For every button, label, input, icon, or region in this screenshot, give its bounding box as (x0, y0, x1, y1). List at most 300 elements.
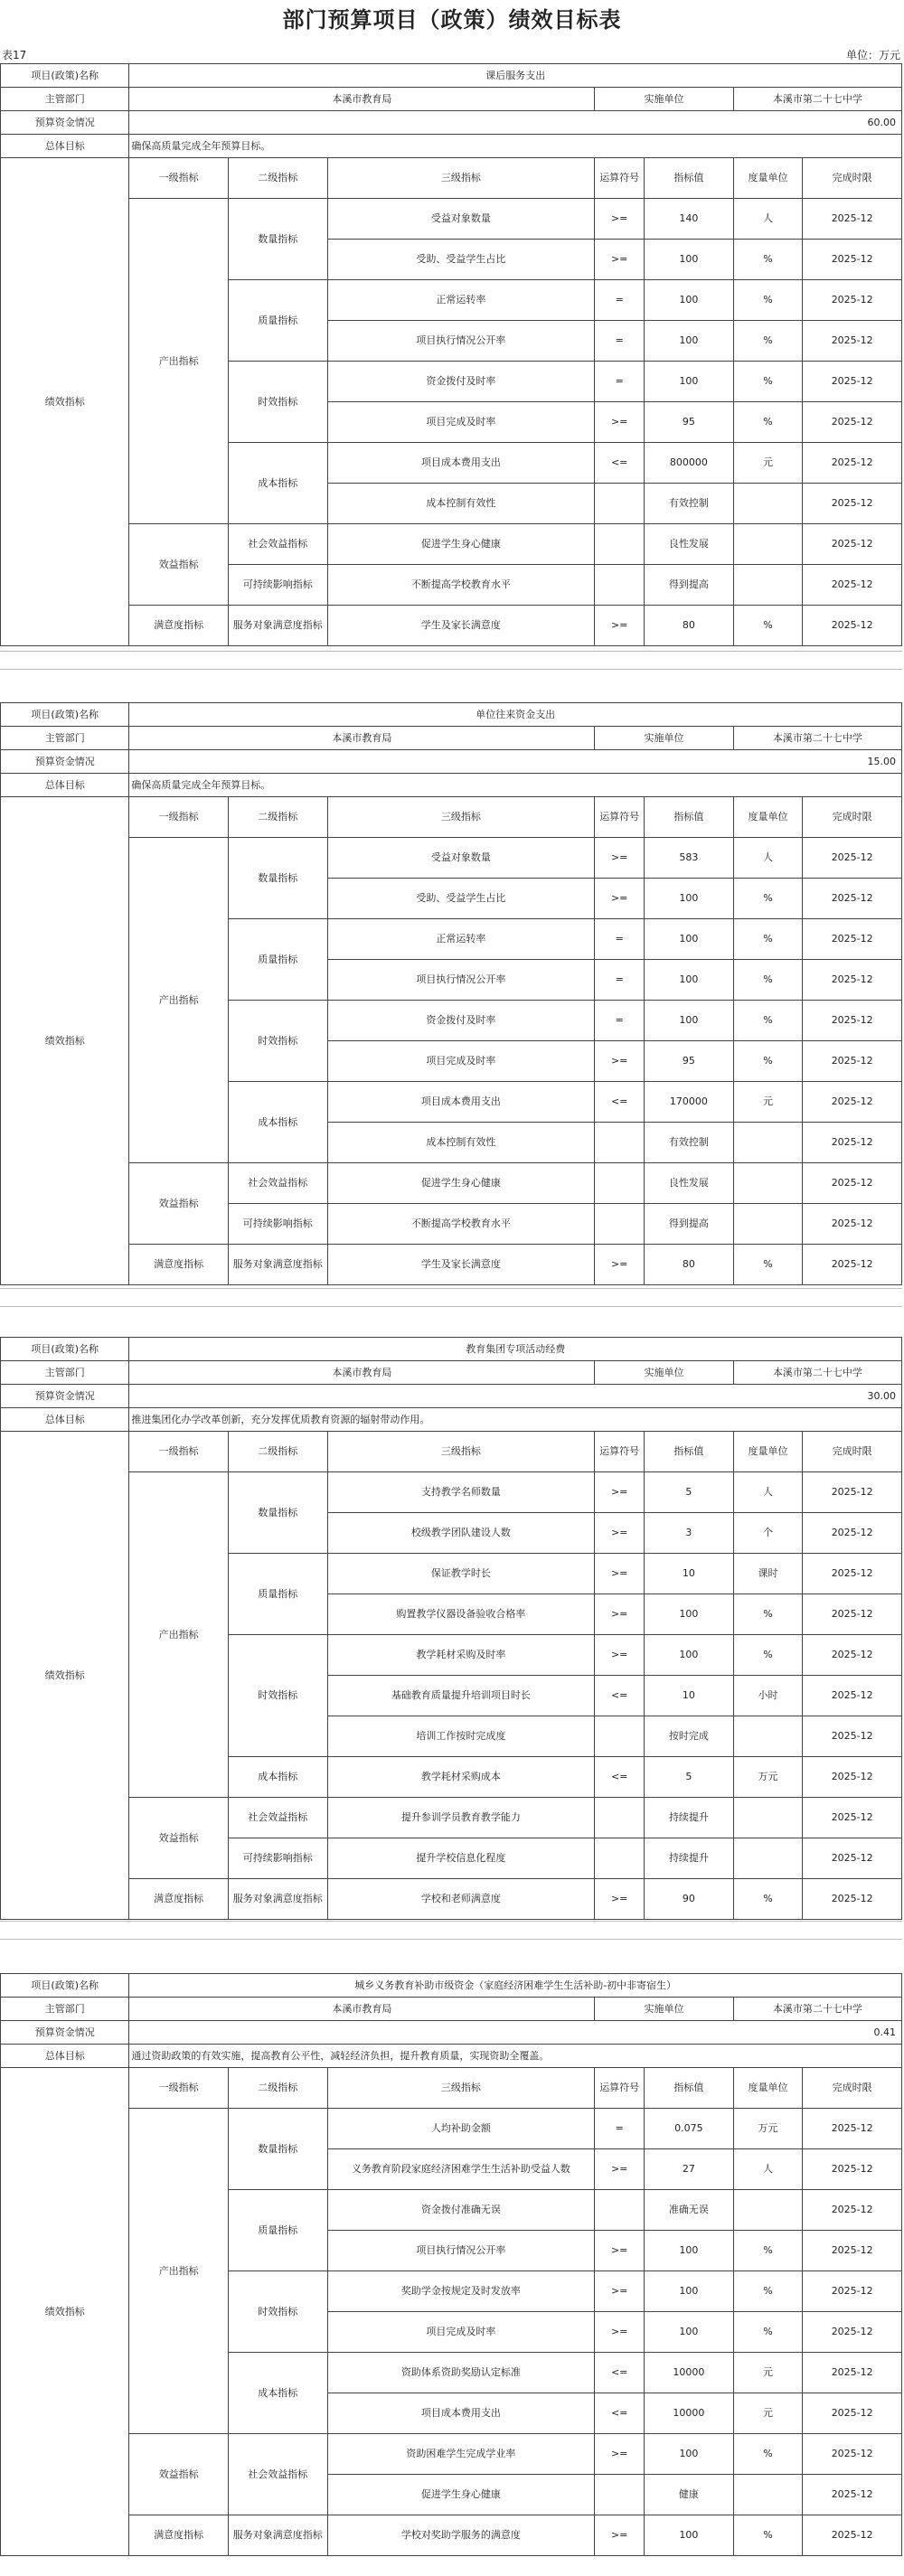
deadline: 2025-12 (803, 960, 902, 1001)
header-l3: 三级指标 (327, 2068, 595, 2109)
header-unit: 度量单位 (733, 2068, 803, 2109)
deadline: 2025-12 (803, 2353, 902, 2393)
operator: >= (595, 1635, 645, 1676)
operator: <= (595, 1757, 645, 1798)
dept-value: 本溪市教育局 (129, 1998, 595, 2021)
indicator-value: 100 (645, 2434, 734, 2475)
indicator-value: 0.075 (645, 2109, 734, 2149)
measure-unit: % (733, 321, 803, 362)
level3-indicator: 校级教学团队建设人数 (327, 1513, 595, 1554)
measure-unit: 人 (733, 1472, 803, 1513)
impl-value: 本溪市第二十七中学 (733, 1361, 901, 1385)
header-l2: 二级指标 (228, 797, 327, 838)
indicator-value: 5 (645, 1472, 734, 1513)
level2-indicator: 可持续影响指标 (228, 565, 327, 606)
operator: >= (595, 2434, 645, 2475)
indicator-value: 持续提升 (645, 1838, 734, 1879)
table-row (1, 2109, 902, 2149)
level1-indicator: 效益指标 (129, 524, 229, 606)
level3-indicator: 项目成本费用支出 (327, 2393, 595, 2434)
level3-indicator: 促进学生身心健康 (327, 524, 595, 565)
level3-indicator: 基础教育质量提升培训项目时长 (327, 1676, 595, 1716)
level2-indicator: 数量指标 (228, 199, 327, 280)
indicator-value: 90 (645, 1879, 734, 1920)
goal-label: 总体目标 (1, 2045, 129, 2068)
deadline: 2025-12 (803, 919, 902, 960)
level3-indicator: 受益对象数量 (327, 838, 595, 879)
deadline: 2025-12 (803, 443, 902, 484)
indicator-value: 持续提升 (645, 1798, 734, 1838)
operator: >= (595, 1041, 645, 1082)
indicator-value: 583 (645, 838, 734, 879)
level3-indicator: 学生及家长满意度 (327, 606, 595, 646)
level3-indicator: 不断提高学校教育水平 (327, 1204, 595, 1245)
deadline: 2025-12 (803, 565, 902, 606)
project-label: 项目(政策)名称 (1, 1338, 129, 1361)
level3-indicator: 提升参训学员教育教学能力 (327, 1798, 595, 1838)
header-l2: 二级指标 (228, 2068, 327, 2109)
header-l1: 一级指标 (129, 2068, 229, 2109)
operator (595, 565, 645, 606)
deadline: 2025-12 (803, 2475, 902, 2515)
level3-indicator: 促进学生身心健康 (327, 1163, 595, 1204)
dept-label: 主管部门 (1, 1998, 129, 2021)
project-section (0, 1973, 902, 2556)
measure-unit (733, 1123, 803, 1163)
dept-label: 主管部门 (1, 727, 129, 750)
deadline: 2025-12 (803, 484, 902, 524)
impl-value: 本溪市第二十七中学 (733, 1998, 901, 2021)
table-row (1, 1245, 902, 1285)
operator: >= (595, 1594, 645, 1635)
deadline: 2025-12 (803, 2312, 902, 2353)
dept-value: 本溪市教育局 (129, 1361, 595, 1385)
level3-indicator: 提升学校信息化程度 (327, 1838, 595, 1879)
measure-unit (733, 2190, 803, 2231)
operator: >= (595, 1245, 645, 1285)
header-l1: 一级指标 (129, 797, 229, 838)
level2-indicator: 可持续影响指标 (228, 1204, 327, 1245)
table-row (1, 1163, 902, 1204)
header-l3: 三级指标 (327, 797, 595, 838)
measure-unit: % (733, 240, 803, 280)
deadline: 2025-12 (803, 280, 902, 321)
funds-label: 预算资金情况 (1, 2021, 129, 2045)
operator: >= (595, 240, 645, 280)
indicator-value: 100 (645, 321, 734, 362)
header-l1: 一级指标 (129, 158, 229, 199)
indicator-value: 100 (645, 280, 734, 321)
measure-unit: 元 (733, 2353, 803, 2393)
header-l2: 二级指标 (228, 158, 327, 199)
measure-unit: 元 (733, 2393, 803, 2434)
project-name: 课后服务支出 (129, 64, 902, 88)
project-label: 项目(政策)名称 (1, 64, 129, 88)
indicator-value: 10000 (645, 2393, 734, 2434)
goal-label: 总体目标 (1, 1408, 129, 1432)
deadline: 2025-12 (803, 1163, 902, 1204)
project-section (0, 63, 902, 646)
deadline: 2025-12 (803, 199, 902, 240)
operator: >= (595, 199, 645, 240)
level3-indicator: 项目完成及时率 (327, 402, 595, 443)
dept-value: 本溪市教育局 (129, 727, 595, 750)
operator: <= (595, 443, 645, 484)
level2-indicator: 服务对象满意度指标 (228, 606, 327, 646)
operator: = (595, 919, 645, 960)
divider (0, 1939, 902, 1940)
level3-indicator: 项目成本费用支出 (327, 443, 595, 484)
operator (595, 2190, 645, 2231)
table-row (1, 524, 902, 565)
divider (0, 1306, 902, 1307)
level3-indicator: 项目完成及时率 (327, 1041, 595, 1082)
impl-value: 本溪市第二十七中学 (733, 727, 901, 750)
level3-indicator: 资金拨付准确无误 (327, 2190, 595, 2231)
impl-label: 实施单位 (595, 727, 733, 750)
table-row (1, 2434, 902, 2475)
unit-label: 单位：万元 (845, 49, 900, 61)
level3-indicator: 项目成本费用支出 (327, 1082, 595, 1123)
operator: >= (595, 402, 645, 443)
deadline: 2025-12 (803, 1676, 902, 1716)
level3-indicator: 资金拨付及时率 (327, 362, 595, 402)
level2-indicator: 成本指标 (228, 1082, 327, 1163)
operator (595, 1204, 645, 1245)
deadline: 2025-12 (803, 1204, 902, 1245)
dept-label: 主管部门 (1, 88, 129, 111)
dept-label: 主管部门 (1, 1361, 129, 1385)
header-value: 指标值 (645, 797, 734, 838)
indicator-value: 100 (645, 2231, 734, 2271)
deadline: 2025-12 (803, 1513, 902, 1554)
deadline: 2025-12 (803, 1635, 902, 1676)
indicator-value: 80 (645, 1245, 734, 1285)
measure-unit: % (733, 402, 803, 443)
level2-indicator: 时效指标 (228, 1001, 327, 1082)
header-l2: 二级指标 (228, 1432, 327, 1472)
table-row (1, 2515, 902, 2556)
deadline: 2025-12 (803, 1838, 902, 1879)
header-value: 指标值 (645, 1432, 734, 1472)
operator: >= (595, 1879, 645, 1920)
goal-label: 总体目标 (1, 774, 129, 797)
deadline: 2025-12 (803, 838, 902, 879)
operator: >= (595, 2515, 645, 2556)
funds-value: 0.41 (129, 2021, 902, 2045)
indicator-value: 10 (645, 1676, 734, 1716)
indicator-value: 得到提高 (645, 565, 734, 606)
indicator-value: 得到提高 (645, 1204, 734, 1245)
level3-indicator: 正常运转率 (327, 919, 595, 960)
deadline: 2025-12 (803, 2149, 902, 2190)
operator (595, 1163, 645, 1204)
deadline: 2025-12 (803, 2515, 902, 2556)
level2-indicator: 成本指标 (228, 2353, 327, 2434)
level3-indicator: 项目执行情况公开率 (327, 960, 595, 1001)
table-row (1, 838, 902, 879)
level2-indicator: 时效指标 (228, 1635, 327, 1757)
level1-indicator: 效益指标 (129, 1798, 229, 1879)
operator: = (595, 362, 645, 402)
level3-indicator: 保证教学时长 (327, 1554, 595, 1594)
level3-indicator: 人均补助金额 (327, 2109, 595, 2149)
level3-indicator: 培训工作按时完成度 (327, 1716, 595, 1757)
performance-table (0, 1973, 902, 2556)
operator: = (595, 321, 645, 362)
indicator-value: 140 (645, 199, 734, 240)
operator: <= (595, 1676, 645, 1716)
operator (595, 484, 645, 524)
level2-indicator: 质量指标 (228, 1554, 327, 1635)
measure-unit (733, 1798, 803, 1838)
measure-unit (733, 524, 803, 565)
measure-unit: % (733, 280, 803, 321)
performance-table (0, 702, 902, 1285)
deadline: 2025-12 (803, 2109, 902, 2149)
measure-unit: % (733, 1879, 803, 1920)
level3-indicator: 资助体系资助奖励认定标准 (327, 2353, 595, 2393)
indicator-value: 3 (645, 1513, 734, 1554)
indicator-value: 100 (645, 362, 734, 402)
level2-indicator: 社会效益指标 (228, 524, 327, 565)
measure-unit: % (733, 960, 803, 1001)
header-op: 运算符号 (595, 1432, 645, 1472)
indicator-value: 80 (645, 606, 734, 646)
header-op: 运算符号 (595, 797, 645, 838)
measure-unit: 元 (733, 443, 803, 484)
funds-label: 预算资金情况 (1, 1385, 129, 1408)
level3-indicator: 成本控制有效性 (327, 1123, 595, 1163)
impl-label: 实施单位 (595, 88, 733, 111)
operator (595, 1838, 645, 1879)
measure-unit (733, 1716, 803, 1757)
project-section (0, 702, 902, 1285)
performance-table (0, 63, 902, 646)
operator: >= (595, 2231, 645, 2271)
level1-indicator: 产出指标 (129, 1472, 229, 1798)
measure-unit: 课时 (733, 1554, 803, 1594)
indicator-value: 27 (645, 2149, 734, 2190)
indicator-value: 100 (645, 879, 734, 919)
divider (0, 651, 902, 652)
funds-label: 预算资金情况 (1, 750, 129, 774)
level1-indicator: 满意度指标 (129, 1879, 229, 1920)
level3-indicator: 学校和老师满意度 (327, 1879, 595, 1920)
operator: >= (595, 606, 645, 646)
level2-indicator: 服务对象满意度指标 (228, 2515, 327, 2556)
indicator-value: 100 (645, 2312, 734, 2353)
level3-indicator: 资助困难学生完成学业率 (327, 2434, 595, 2475)
goal-value: 推进集团化办学改革创新，充分发挥优质教育资源的辐射带动作用。 (129, 1408, 902, 1432)
deadline: 2025-12 (803, 879, 902, 919)
header-unit: 度量单位 (733, 158, 803, 199)
operator: >= (595, 879, 645, 919)
level3-indicator: 不断提高学校教育水平 (327, 565, 595, 606)
level2-indicator: 社会效益指标 (228, 1163, 327, 1204)
deadline: 2025-12 (803, 2393, 902, 2434)
header-unit: 度量单位 (733, 1432, 803, 1472)
measure-unit: 万元 (733, 2109, 803, 2149)
operator (595, 1716, 645, 1757)
measure-unit (733, 1163, 803, 1204)
indicator-value: 100 (645, 1635, 734, 1676)
goal-value: 确保高质量完成全年预算目标。 (129, 135, 902, 158)
table-row (1, 606, 902, 646)
indicator-value: 100 (645, 240, 734, 280)
level3-indicator: 项目执行情况公开率 (327, 2231, 595, 2271)
level3-indicator: 奖助学金按规定及时发放率 (327, 2271, 595, 2312)
header-time: 完成时限 (803, 797, 902, 838)
indicator-value: 有效控制 (645, 484, 734, 524)
funds-value: 15.00 (129, 750, 902, 774)
deadline: 2025-12 (803, 2231, 902, 2271)
header-l3: 三级指标 (327, 158, 595, 199)
measure-unit: % (733, 1594, 803, 1635)
deadline: 2025-12 (803, 362, 902, 402)
indicator-value: 健康 (645, 2475, 734, 2515)
perf-label: 绩效指标 (1, 158, 129, 646)
level2-indicator: 服务对象满意度指标 (228, 1245, 327, 1285)
level2-indicator: 可持续影响指标 (228, 1838, 327, 1879)
level3-indicator: 受助、受益学生占比 (327, 240, 595, 280)
deadline: 2025-12 (803, 1554, 902, 1594)
impl-label: 实施单位 (595, 1361, 733, 1385)
impl-label: 实施单位 (595, 1998, 733, 2021)
indicator-value: 10000 (645, 2353, 734, 2393)
header-time: 完成时限 (803, 2068, 902, 2109)
measure-unit: % (733, 879, 803, 919)
deadline: 2025-12 (803, 1245, 902, 1285)
goal-label: 总体目标 (1, 135, 129, 158)
project-name: 单位往来资金支出 (129, 703, 902, 727)
indicator-value: 100 (645, 960, 734, 1001)
level3-indicator: 项目执行情况公开率 (327, 321, 595, 362)
level2-indicator: 成本指标 (228, 443, 327, 524)
measure-unit: % (733, 919, 803, 960)
measure-unit: % (733, 606, 803, 646)
level1-indicator: 满意度指标 (129, 2515, 229, 2556)
measure-unit: 人 (733, 838, 803, 879)
header-time: 完成时限 (803, 158, 902, 199)
operator: >= (595, 838, 645, 879)
level2-indicator: 质量指标 (228, 919, 327, 1001)
level2-indicator: 社会效益指标 (228, 2434, 327, 2515)
measure-unit: % (733, 2515, 803, 2556)
deadline: 2025-12 (803, 1757, 902, 1798)
level2-indicator: 质量指标 (228, 280, 327, 362)
operator: >= (595, 1513, 645, 1554)
impl-value: 本溪市第二十七中学 (733, 88, 901, 111)
table-row (1, 1798, 902, 1838)
indicator-value: 95 (645, 1041, 734, 1082)
deadline: 2025-12 (803, 240, 902, 280)
operator: >= (595, 2149, 645, 2190)
indicator-value: 10 (645, 1554, 734, 1594)
level1-indicator: 效益指标 (129, 2434, 229, 2515)
funds-value: 60.00 (129, 111, 902, 135)
header-time: 完成时限 (803, 1432, 902, 1472)
level3-indicator: 受助、受益学生占比 (327, 879, 595, 919)
level3-indicator: 购置教学仪器设备验收合格率 (327, 1594, 595, 1635)
project-name: 城乡义务教育补助市级资金（家庭经济困难学生生活补助-初中非寄宿生） (129, 1974, 902, 1998)
indicator-value: 100 (645, 919, 734, 960)
operator (595, 524, 645, 565)
level3-indicator: 正常运转率 (327, 280, 595, 321)
project-label: 项目(政策)名称 (1, 1974, 129, 1998)
level1-indicator: 产出指标 (129, 838, 229, 1163)
indicator-value: 800000 (645, 443, 734, 484)
measure-unit: % (733, 1245, 803, 1285)
divider (0, 1288, 902, 1289)
deadline: 2025-12 (803, 1082, 902, 1123)
performance-table (0, 1337, 902, 1920)
page-title: 部门预算项目（政策）绩效目标表 (282, 7, 622, 33)
indicator-value: 良性发展 (645, 1163, 734, 1204)
level2-indicator: 社会效益指标 (228, 1798, 327, 1838)
measure-unit: % (733, 2231, 803, 2271)
deadline: 2025-12 (803, 1123, 902, 1163)
indicator-value: 95 (645, 402, 734, 443)
level3-indicator: 项目完成及时率 (327, 2312, 595, 2353)
level1-indicator: 产出指标 (129, 199, 229, 524)
deadline: 2025-12 (803, 524, 902, 565)
measure-unit: % (733, 1001, 803, 1041)
header-unit: 度量单位 (733, 797, 803, 838)
deadline: 2025-12 (803, 321, 902, 362)
operator: <= (595, 1082, 645, 1123)
level1-indicator: 产出指标 (129, 2109, 229, 2434)
header-op: 运算符号 (595, 158, 645, 199)
measure-unit: 人 (733, 199, 803, 240)
operator: <= (595, 2393, 645, 2434)
operator: = (595, 280, 645, 321)
level3-indicator: 促进学生身心健康 (327, 2475, 595, 2515)
perf-label: 绩效指标 (1, 1432, 129, 1920)
deadline: 2025-12 (803, 1716, 902, 1757)
deadline: 2025-12 (803, 2190, 902, 2231)
measure-unit: 小时 (733, 1676, 803, 1716)
goal-value: 确保高质量完成全年预算目标。 (129, 774, 902, 797)
measure-unit: % (733, 362, 803, 402)
deadline: 2025-12 (803, 1472, 902, 1513)
deadline: 2025-12 (803, 1798, 902, 1838)
deadline: 2025-12 (803, 2271, 902, 2312)
operator: >= (595, 1554, 645, 1594)
level3-indicator: 义务教育阶段家庭经济困难学生生活补助受益人数 (327, 2149, 595, 2190)
operator (595, 2475, 645, 2515)
goal-value: 通过资助政策的有效实施，提高教育公平性，减轻经济负担，提升教育质量，实现资助全覆盖。 (129, 2045, 902, 2068)
operator: = (595, 2109, 645, 2149)
perf-label: 绩效指标 (1, 797, 129, 1285)
measure-unit (733, 484, 803, 524)
operator: >= (595, 2312, 645, 2353)
level1-indicator: 满意度指标 (129, 606, 229, 646)
indicator-value: 有效控制 (645, 1123, 734, 1163)
indicator-value: 准确无误 (645, 2190, 734, 2231)
funds-value: 30.00 (129, 1385, 902, 1408)
measure-unit (733, 1204, 803, 1245)
measure-unit: % (733, 1635, 803, 1676)
measure-unit: 人 (733, 2149, 803, 2190)
deadline: 2025-12 (803, 1594, 902, 1635)
indicator-value: 良性发展 (645, 524, 734, 565)
perf-label: 绩效指标 (1, 2068, 129, 2556)
header-value: 指标值 (645, 2068, 734, 2109)
project-label: 项目(政策)名称 (1, 703, 129, 727)
indicator-value: 5 (645, 1757, 734, 1798)
level2-indicator: 成本指标 (228, 1757, 327, 1798)
